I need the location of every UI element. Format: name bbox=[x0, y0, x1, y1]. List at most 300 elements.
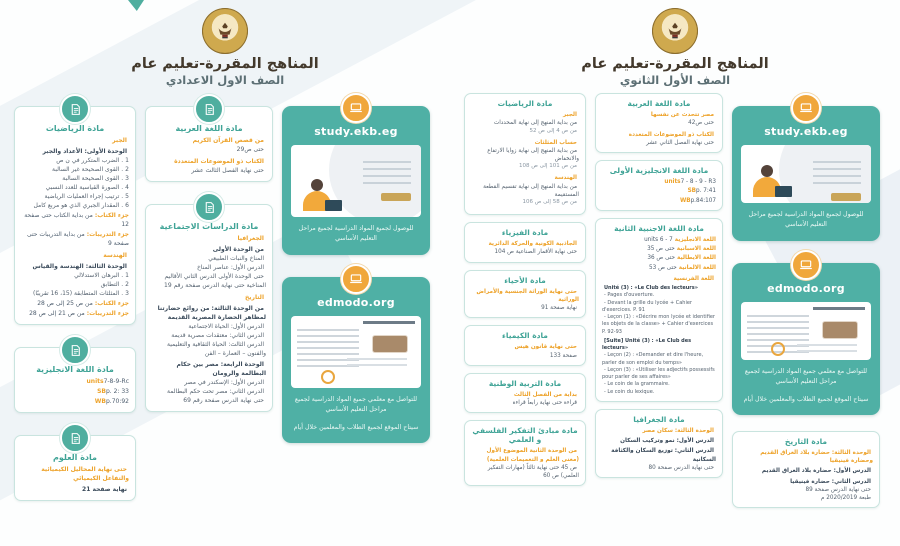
line-text: من بداية الكتاب حتى صفحة 12 bbox=[24, 212, 129, 228]
line-text: الدرس الأول: الإسكندر في مصر bbox=[184, 379, 264, 386]
line-text: حتى نهاية الدرس صفحة 80 bbox=[648, 465, 714, 471]
line-label: جزء التدريبات: bbox=[86, 310, 129, 317]
content-line bbox=[471, 119, 579, 127]
content-line bbox=[152, 340, 266, 358]
line-text: 2. القوى الصحيحة غير السالبة bbox=[52, 166, 129, 173]
content-line bbox=[152, 245, 266, 254]
site-boxes bbox=[732, 93, 880, 415]
line-label: WB bbox=[94, 398, 106, 405]
content-line bbox=[21, 251, 129, 260]
line-text: الدرس الأول: الحياة الاجتماعية bbox=[188, 323, 264, 330]
line-text: من الوحدة الأولى bbox=[212, 246, 264, 253]
subjects-column-a bbox=[14, 93, 136, 501]
line-text: الهندسة bbox=[103, 252, 127, 259]
page-title: المناهج المقررة-تعليم عام bbox=[131, 56, 319, 72]
content-line bbox=[739, 494, 873, 502]
line-text: حتى نهاية الفصل الثالث عشر bbox=[191, 167, 264, 174]
line-text: الوحدة الثالثة: حضارة بلاد العراق القديم وحضارة فينيقيا bbox=[760, 449, 873, 465]
subject-title: مادة اللغة الانجليزية bbox=[36, 365, 114, 374]
subject-content bbox=[602, 236, 716, 396]
content-line bbox=[471, 174, 579, 182]
screenshot-shape bbox=[823, 322, 857, 338]
site-caption: للتواصل مع معلمي جميع المواد الدراسية لجميع مراحل التعليم الأساسي bbox=[744, 367, 868, 386]
content-line bbox=[739, 478, 873, 486]
content-line bbox=[602, 197, 716, 205]
line-text: قراءة حتى نهاية رابعاً قراءة bbox=[512, 400, 577, 407]
subject-title: مادة التربية الوطنية bbox=[488, 378, 562, 388]
line-text: الجاذبية الكونية والحركة الدائرية bbox=[488, 241, 577, 248]
line-text: حتى نهاية قانون هيس bbox=[514, 344, 577, 351]
subject-title: مادة اللغة العربية bbox=[627, 99, 691, 108]
content-line bbox=[471, 391, 579, 399]
content-line bbox=[602, 131, 716, 139]
screenshot-shape bbox=[347, 358, 407, 370]
content-line bbox=[21, 485, 129, 494]
line-text: الدرس الأول: حضارة بلاد العراق القديم bbox=[761, 468, 871, 475]
subject-card bbox=[14, 347, 136, 413]
subject-content bbox=[21, 136, 129, 318]
line-label: SB bbox=[687, 188, 696, 195]
line-text: الوحدة الثالثة: سكان مصر bbox=[642, 427, 714, 434]
line-text: - Leçon (2) : «Demander et dire l'heure, parler de son emploi du temps» bbox=[602, 352, 704, 366]
subject-content bbox=[602, 111, 716, 147]
line-text: الكتاب ذو الموضوعات المتعددة bbox=[628, 131, 714, 138]
line-text: الدرس الثاني: معتقدات مصرية قديمة bbox=[171, 332, 264, 339]
screenshot-shape bbox=[797, 344, 857, 356]
content-line bbox=[21, 156, 129, 165]
content-line bbox=[471, 464, 579, 481]
book-icon bbox=[60, 335, 90, 365]
screenshot-shape bbox=[321, 370, 335, 384]
site-caption: للتواصل مع معلمي جميع المواد الدراسية لجميع مراحل التعليم الأساسي bbox=[294, 395, 418, 414]
line-text: حتى ص 53 bbox=[649, 264, 677, 271]
line-text: من ص 4 إلى ص 52 bbox=[529, 127, 577, 134]
content-line bbox=[152, 304, 266, 322]
subject-card bbox=[732, 431, 880, 509]
extra-cards bbox=[732, 431, 880, 509]
line-text: الوحدة الثالثة: الهندسة والقياس bbox=[32, 263, 127, 270]
screenshot-shape bbox=[381, 193, 411, 201]
site-screenshot bbox=[741, 145, 871, 203]
line-text: حتى نهاية الفصل الثاني عشر bbox=[646, 139, 714, 146]
site-domain-link[interactable]: edmodo.org bbox=[767, 281, 845, 295]
content-line bbox=[152, 136, 266, 145]
grade-subtitle: الصف الاول الاعدادي bbox=[165, 73, 285, 87]
line-text: من ص 58 إلى ص 106 bbox=[522, 199, 577, 206]
content-line bbox=[471, 199, 579, 207]
content-line bbox=[21, 147, 129, 156]
line-text: p. 7:41 bbox=[696, 188, 716, 195]
content-line bbox=[602, 285, 716, 292]
line-text: 3. المثلثات المتطابقة (15، 16 تقريبًا) bbox=[33, 290, 129, 297]
line-label: WB bbox=[679, 197, 691, 204]
subject-title: مادة اللغة العربية bbox=[175, 124, 243, 133]
line-text: من بداية المنهج إلى نهاية تقسيم القطعة المستقيمة bbox=[483, 183, 579, 198]
line-text: من بداية المنهج إلى نهاية المحددات bbox=[493, 120, 577, 127]
subject-card bbox=[595, 160, 723, 211]
content-line bbox=[602, 338, 716, 353]
line-text: حتى ص 36 bbox=[647, 255, 676, 262]
line-text: 1. الضرب المتكرر في ن ص bbox=[56, 157, 129, 164]
line-text: حتى نهاية الدرس صفحة 89 bbox=[805, 486, 871, 493]
line-text: Unité (3) : «Le Club des lecteurs» bbox=[604, 285, 698, 292]
content-line bbox=[471, 352, 579, 360]
subject-card bbox=[145, 106, 273, 182]
site-domain-link[interactable]: study.ekb.eg bbox=[314, 125, 398, 138]
line-text: 3. القوى الصحيحة السالبة bbox=[62, 175, 129, 182]
content-line bbox=[21, 183, 129, 192]
subjects-column-b bbox=[145, 93, 273, 412]
ministry-eagle-emblem-icon bbox=[652, 8, 698, 54]
line-text: الهندسة bbox=[554, 175, 577, 182]
subject-content bbox=[471, 343, 579, 360]
site-icon bbox=[791, 250, 821, 280]
line-text: من ص 101 إلى ص 108 bbox=[519, 163, 577, 170]
line-text: - Le coin du lexique. bbox=[604, 388, 655, 395]
line-text: الدرس الثاني: حضارة فينيقيا bbox=[790, 478, 871, 485]
screenshot-shape bbox=[363, 321, 415, 324]
subject-content bbox=[152, 234, 266, 405]
content-line bbox=[602, 314, 716, 336]
subject-content bbox=[471, 240, 579, 257]
line-text: حتى نهاية الوراثة الجنسية والأمراض الوراثية bbox=[476, 288, 579, 303]
line-text: حتى نهاية الدرس صفحة رقم 69 bbox=[183, 397, 264, 404]
line-text: حتى ص 35 bbox=[647, 246, 675, 253]
line-text: حتى ص29 bbox=[236, 146, 264, 153]
subject-card bbox=[464, 93, 586, 215]
content-line bbox=[602, 427, 716, 435]
content-line bbox=[739, 449, 873, 466]
content-line bbox=[21, 289, 129, 298]
content-line bbox=[21, 280, 129, 289]
site-caption: للوصول لجميع المواد الدراسية لجميع مراحل التعليم الأساسي bbox=[748, 211, 864, 229]
content-line bbox=[602, 275, 716, 283]
content-line bbox=[152, 331, 266, 340]
content-line bbox=[602, 178, 716, 186]
subject-title: مادة الدراسات الاجتماعية bbox=[159, 222, 259, 231]
content-line bbox=[471, 163, 579, 171]
line-text: p. 2: 33 bbox=[105, 388, 129, 395]
content-line bbox=[152, 145, 266, 154]
content-line bbox=[602, 389, 716, 396]
screenshot-shape bbox=[813, 307, 865, 310]
screenshot-shape bbox=[831, 193, 861, 201]
content-line bbox=[471, 128, 579, 136]
content-line bbox=[21, 165, 129, 174]
book-icon bbox=[60, 94, 90, 124]
site-icon bbox=[341, 264, 371, 294]
site-boxes bbox=[282, 93, 430, 443]
subject-content bbox=[471, 447, 579, 480]
subject-card bbox=[145, 204, 273, 412]
line-text: 7 - 8 - 9 - R3 bbox=[680, 179, 716, 186]
book-icon bbox=[60, 423, 90, 453]
subject-card bbox=[464, 222, 586, 263]
subject-title: مادة اللغة الاجنبية الثانية bbox=[614, 223, 704, 233]
line-text: الجبر bbox=[112, 137, 127, 144]
content-line bbox=[602, 437, 716, 445]
content-line bbox=[471, 343, 579, 351]
line-text: - Le coin de la grammaire. bbox=[604, 381, 670, 388]
content-line bbox=[21, 136, 129, 145]
site-screenshot bbox=[741, 302, 871, 360]
line-text: من الوحدة الثانية الموضوع الأول (معنى العلم و التعميمات العلمية) bbox=[486, 448, 579, 463]
line-text: اللغة الفرنسية bbox=[673, 275, 714, 282]
line-label: اللغة الالمانية bbox=[678, 264, 716, 271]
subject-content bbox=[152, 136, 266, 175]
content-line bbox=[602, 381, 716, 388]
subject-title: مادة الرياضيات bbox=[45, 124, 105, 133]
line-text: من بداية التدريبات حتى صفحة 9 bbox=[27, 231, 129, 247]
line-text: - Devant la grille du lycée + Cahier d'exercices. P. 91 bbox=[602, 299, 692, 313]
content-line bbox=[471, 139, 579, 147]
content-line bbox=[21, 192, 129, 201]
line-text: حتى نهاية الأقمار الصناعية ص 104 bbox=[494, 249, 577, 256]
line-text: 2. التطابق bbox=[100, 281, 129, 288]
subject-content bbox=[602, 427, 716, 472]
page-title: المناهج المقررة-تعليم عام bbox=[581, 56, 769, 72]
line-label: جزء التدريبات: bbox=[86, 231, 129, 238]
line-text: صفحة 133 bbox=[549, 352, 577, 359]
line-label: اللغة الاسبانية bbox=[676, 246, 716, 253]
line-text: الدرس الثاني: توزيع السكان والكثافة السكانية bbox=[611, 448, 716, 463]
line-text: الدرس الأول: نمو وتركيب السكان bbox=[620, 438, 714, 445]
site-domain-link[interactable]: study.ekb.eg bbox=[764, 125, 848, 138]
content-line bbox=[602, 300, 716, 315]
line-text: 1. البرهان الاستدلالي bbox=[74, 272, 129, 279]
screenshot-shape bbox=[775, 186, 792, 197]
screenshot-shape bbox=[373, 336, 407, 352]
line-text: حتى نهاية المحاليل الكيميائية والتفاعل الكيميائي bbox=[41, 466, 129, 482]
content-line bbox=[471, 304, 579, 312]
line-text: حساب المثلثات bbox=[534, 139, 577, 146]
content-line bbox=[21, 201, 129, 210]
subject-card bbox=[14, 435, 136, 501]
content-line bbox=[602, 236, 716, 244]
site-screenshot bbox=[291, 145, 421, 217]
line-text: - Leçon (3) : «Utiliser les adjectifs possessifs pour parler de ses affaires» bbox=[602, 366, 715, 381]
grade-panel bbox=[450, 0, 900, 500]
content-line bbox=[602, 139, 716, 147]
screenshot-shape bbox=[771, 342, 785, 356]
line-text: الوحدة الأولى: الأعداد والجبر bbox=[42, 148, 127, 155]
subject-title: مادة الأحياء bbox=[504, 275, 546, 285]
content-line bbox=[471, 399, 579, 407]
site-caption: للوصول لجميع المواد الدراسية لجميع مراحل التعليم الأساسي bbox=[298, 225, 414, 243]
content-line bbox=[471, 447, 579, 464]
content-line bbox=[602, 245, 716, 253]
subject-card bbox=[464, 325, 586, 366]
site-box bbox=[282, 277, 430, 443]
subject-content bbox=[471, 288, 579, 313]
content-line bbox=[21, 465, 129, 483]
content-line bbox=[602, 111, 716, 119]
content-line bbox=[21, 211, 129, 229]
line-text: من قصص القرآن الكريم bbox=[192, 137, 264, 144]
subject-title: مادة التاريخ bbox=[784, 436, 828, 446]
content-line bbox=[471, 240, 579, 248]
site-icon bbox=[791, 93, 821, 123]
content-line bbox=[152, 254, 266, 263]
book-icon bbox=[194, 94, 224, 124]
line-text: 5. ترتيب إجراء العمليات الرياضية bbox=[44, 193, 129, 200]
line-text: بداية من الفصل الثالث bbox=[513, 391, 577, 398]
site-domain-link[interactable]: edmodo.org bbox=[317, 295, 395, 309]
site-box bbox=[732, 263, 880, 415]
content-line bbox=[602, 292, 716, 299]
subject-title: مادة الرياضيات bbox=[497, 99, 553, 108]
websites-column bbox=[732, 93, 880, 508]
content-line bbox=[739, 467, 873, 475]
content-line bbox=[21, 262, 129, 271]
line-text: 6. المقدار الجبري الذي هو مربع كامل bbox=[33, 202, 129, 209]
site-screenshot bbox=[291, 316, 421, 388]
content-line bbox=[21, 174, 129, 183]
content-line bbox=[152, 272, 266, 290]
grade-panel bbox=[0, 0, 450, 500]
subject-title: مادة الجغرافيا bbox=[633, 414, 685, 424]
line-text: من ص 21 إلى ص 28 bbox=[29, 310, 85, 317]
subject-content bbox=[739, 449, 873, 503]
line-text: من بداية المنهج إلى نهاية زوايا الارتفاع والانخفاض bbox=[487, 147, 579, 163]
subject-card bbox=[595, 218, 723, 402]
panel-header bbox=[14, 8, 436, 87]
line-label: جزء الكتاب: bbox=[94, 300, 129, 307]
screenshot-shape bbox=[813, 161, 861, 187]
content-line bbox=[152, 157, 266, 166]
line-text: حتى الوحدة الأولى الدرس الثاني الأقاليم المناخية حتى نهاية الدرس صفحة رقم 19 bbox=[164, 273, 266, 289]
content-line bbox=[602, 254, 716, 262]
line-text: 7-8-9-Rc bbox=[103, 378, 129, 385]
subject-title: مادة الكيمياء bbox=[502, 331, 548, 341]
line-text: نهاية صفحة 91 bbox=[541, 305, 577, 312]
content-line bbox=[471, 248, 579, 256]
panel-header bbox=[464, 8, 886, 87]
content-line bbox=[471, 288, 579, 305]
websites-column bbox=[282, 93, 430, 461]
content-line bbox=[739, 486, 873, 494]
line-text: حتى ص42 bbox=[688, 120, 714, 127]
content-line bbox=[152, 322, 266, 331]
subject-content bbox=[602, 178, 716, 205]
ministry-eagle-emblem-icon bbox=[202, 8, 248, 54]
subject-card bbox=[595, 93, 723, 153]
line-label: جزء الكتاب: bbox=[94, 212, 129, 219]
subject-content bbox=[21, 465, 129, 494]
content-line bbox=[152, 396, 266, 405]
subject-card bbox=[14, 106, 136, 325]
line-text: نهاية صفحة 21 bbox=[82, 486, 127, 493]
line-text: ص 45 حتى نهاية ثالثاً (مهارات التفكير العلمي) ص 60 bbox=[487, 464, 579, 480]
line-text: - Leçon (1) : «Décrire mon lycée et identifier les objets de la classe» + Cahier d'exercices P. 92-93 bbox=[602, 314, 715, 335]
line-text: مصر تتحدث عن نفسها bbox=[650, 112, 714, 118]
panel-columns bbox=[464, 93, 886, 508]
subject-content bbox=[21, 377, 129, 406]
line-text: units 6 - 7 bbox=[644, 236, 673, 243]
line-text: الوحدة الرابعة: مصر بين حكام البطالمة والرومان bbox=[176, 361, 266, 377]
subject-card bbox=[595, 409, 723, 478]
panel-columns bbox=[14, 93, 436, 501]
line-text: الجبر bbox=[562, 112, 577, 118]
line-label: SB bbox=[97, 388, 106, 395]
line-text: 4. الصورة القياسية للعدد النسبي bbox=[45, 184, 129, 191]
content-line bbox=[152, 234, 266, 243]
line-label: units bbox=[86, 378, 104, 385]
content-line bbox=[471, 183, 579, 200]
grade-subtitle: الصف الأول الثانوي bbox=[619, 73, 731, 87]
content-line bbox=[21, 271, 129, 280]
content-line bbox=[602, 447, 716, 464]
content-line bbox=[602, 464, 716, 472]
content-line bbox=[471, 111, 579, 119]
content-line bbox=[21, 397, 129, 406]
line-text: - Pages d'ouverture. bbox=[604, 292, 655, 299]
content-line bbox=[152, 378, 266, 387]
line-label: units bbox=[664, 179, 681, 186]
subject-content bbox=[471, 111, 579, 207]
line-text: [Suite] Unité (3) : «Le Club des lecteurs» bbox=[602, 337, 692, 352]
line-text: من الوحدة الثالثة: من روائع حضارتنا لمظاهر الحضارة المصرية القديمة bbox=[157, 305, 266, 321]
line-text: التاريخ bbox=[244, 294, 264, 301]
content-line bbox=[602, 352, 716, 367]
subject-card bbox=[464, 373, 586, 414]
book-icon bbox=[194, 192, 224, 222]
subject-title: مادة مبادئ التفكير الفلسفي و العلمي bbox=[472, 426, 578, 445]
content-line bbox=[602, 187, 716, 195]
screenshot-shape bbox=[363, 161, 411, 187]
line-text: الجغرافيا bbox=[237, 235, 264, 242]
site-box bbox=[732, 106, 880, 241]
content-line bbox=[152, 360, 266, 378]
line-text: p.70:92 bbox=[105, 398, 129, 405]
subjects-column-b bbox=[595, 93, 723, 478]
content-line bbox=[152, 387, 266, 396]
subject-title: مادة العلوم bbox=[53, 453, 97, 462]
content-line bbox=[602, 119, 716, 127]
content-line bbox=[152, 293, 266, 302]
subject-content bbox=[471, 391, 579, 408]
content-line bbox=[152, 263, 266, 272]
content-line bbox=[21, 230, 129, 248]
subject-title: مادة الفيزياء bbox=[501, 228, 549, 238]
line-text: طبعة 2020/2019 م bbox=[820, 495, 871, 502]
content-line bbox=[602, 367, 716, 382]
content-line bbox=[21, 299, 129, 308]
site-box bbox=[282, 106, 430, 255]
content-line bbox=[152, 166, 266, 175]
subject-card bbox=[464, 270, 586, 319]
line-text: من ص 25 إلى ص 28 bbox=[37, 300, 93, 307]
line-text: الدرس الثالث: الحياة الثقافية والتعليمية والفنون – العمارة – الفن bbox=[167, 341, 266, 357]
content-line bbox=[471, 147, 579, 164]
line-text: المناخ والنبات الطبيعي bbox=[208, 255, 264, 262]
line-label: اللغة الايطالية bbox=[677, 255, 716, 262]
content-line bbox=[21, 387, 129, 396]
line-text: الدرس الثاني: مصر تحت حكم البطالمة bbox=[167, 388, 264, 395]
site-caption-secondary: سيتاح الموقع لجميع الطلاب والمعلمين خلال أيام bbox=[293, 423, 419, 431]
content-line bbox=[21, 377, 129, 386]
content-line bbox=[602, 264, 716, 272]
site-caption-secondary: سيتاح الموقع لجميع الطلاب والمعلمين خلال أيام bbox=[743, 395, 869, 403]
screenshot-shape bbox=[325, 200, 342, 211]
site-icon bbox=[341, 93, 371, 123]
subject-card bbox=[464, 420, 586, 486]
line-text: الكتاب ذو الموضوعات المتعددة bbox=[174, 158, 264, 165]
line-label: اللغة الانجليزية bbox=[674, 236, 716, 243]
content-line bbox=[21, 309, 129, 318]
subject-title: مادة اللغة الانجليزية الأولى bbox=[609, 166, 709, 176]
line-text: p.84:107 bbox=[690, 197, 716, 204]
